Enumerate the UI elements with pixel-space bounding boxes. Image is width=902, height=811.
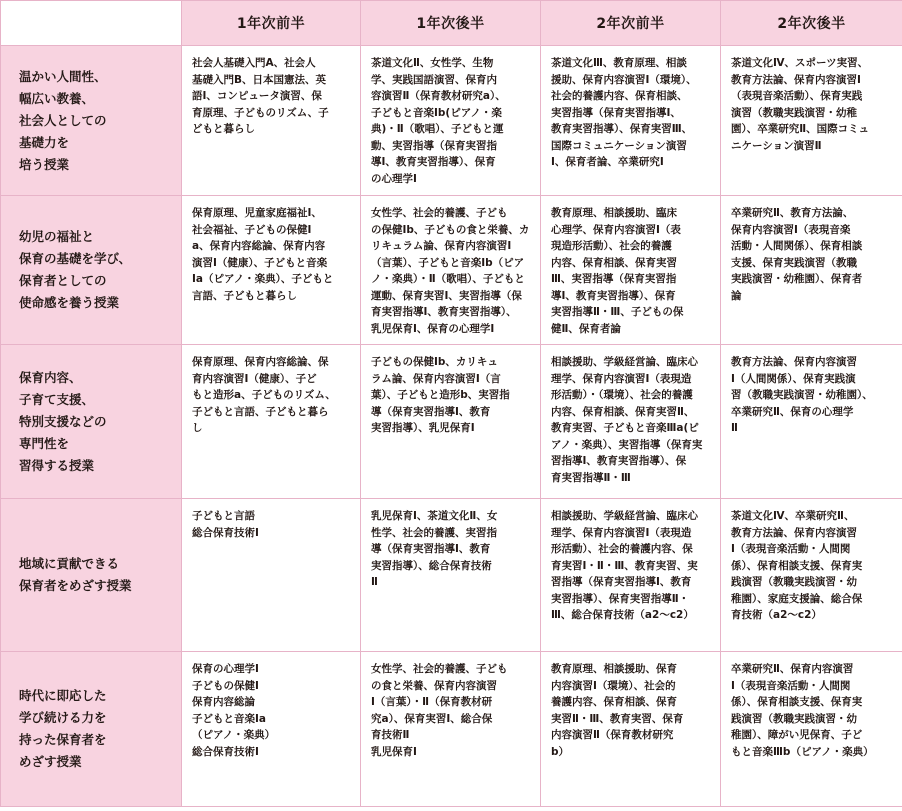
course-list-cell: 教育原理、相談援助、臨床 心理学、保育内容演習Ⅰ（表 現造形活動）、社会的養護 内容、保育相談、保育実習 Ⅲ、実習指導（保育実習指 導Ⅰ、教育実習指導）、保育 実習指導Ⅱ・Ⅲ、子どもの保 健Ⅱ、保育者論 xyxy=(541,196,721,345)
header-row xyxy=(1,1,902,46)
course-list-cell: 卒業研究Ⅱ、保育内容演習 Ⅰ（表現音楽活動・人間関 係）、保育相談支援、保育実 践演習（教職実践演習・幼 稚園）、障がい児保育、子ど もと音楽Ⅲb（ピアノ・楽典） xyxy=(721,652,902,807)
course-list-cell: 卒業研究Ⅱ、教育方法論、 保育内容演習Ⅰ（表現音楽 活動・人間関係）、保育相談 支援、保育実践演習（教職 実践演習・幼稚園）、保育者 論 xyxy=(721,196,902,345)
course-list-cell: 茶道文化Ⅳ、卒業研究Ⅱ、 教育方法論、保育内容演習 Ⅰ（表現音楽活動・人間関 係）、保育相談支援、保育実 践演習（教職実践演習・幼 稚園）、家庭支援論、総合保 育技術（a2〜c2） xyxy=(721,499,902,652)
course-list-cell: 乳児保育Ⅰ、茶道文化Ⅱ、女 性学、社会的養護、実習指 導（保育実習指導Ⅰ、教育 実習指導）、総合保育技術 Ⅱ xyxy=(361,499,541,652)
table-row xyxy=(1,196,902,345)
goal-label: 温かい人間性、 幅広い教養、 社会人としての 基礎力を 培う授業 xyxy=(1,46,182,196)
course-list-cell: 子どもの保健Ⅰb、カリキュ ラム論、保育内容演習Ⅰ（言 葉）、子どもと造形b、実習指 導（保育実習指導Ⅰ、教育 実習指導）、乳児保育Ⅰ xyxy=(361,345,541,499)
course-list-cell: 保育原理、保育内容総論、保 育内容演習Ⅰ（健康）、子ど もと造形a、子どものリズム、 子どもと言語、子どもと暮ら し xyxy=(182,345,361,499)
goal-label: 幼児の福祉と 保育の基礎を学び、 保育者としての 使命感を養う授業 xyxy=(1,196,182,345)
semester-header-4: 2年次後半 xyxy=(721,1,902,46)
course-list-cell: 女性学、社会的養護、子ども の食と栄養、保育内容演習 Ⅰ（言葉）・Ⅱ（保育教材研 究a）、保育実習Ⅰ、総合保 育技術Ⅱ 乳児保育Ⅰ xyxy=(361,652,541,807)
goal-label: 地域に貢献できる 保育者をめざす授業 xyxy=(1,499,182,652)
course-list-cell: 保育原理、児童家庭福祉Ⅰ、 社会福祉、子どもの保健Ⅰ a、保育内容総論、保育内容 演習Ⅰ（健康）、子どもと音楽 Ⅰa（ピアノ・楽典）、子どもと 言語、子どもと暮らし xyxy=(182,196,361,345)
header-corner-cell xyxy=(1,1,182,46)
course-list-cell: 女性学、社会的養護、子ども の保健Ⅰb、子どもの食と栄養、カ リキュラム論、保育内容演習Ⅰ （言葉）、子どもと音楽Ⅰb（ピア ノ・楽典）・Ⅱ（歌唱）、子どもと 運動、保育実習Ⅰ、実習指導（保 育実習指導Ⅰ、教育実習指導）、 乳児保育Ⅰ、保育の心理学Ⅰ xyxy=(361,196,541,345)
table-row xyxy=(1,345,902,499)
semester-header-2: 1年次後半 xyxy=(361,1,541,46)
semester-header-1: 1年次前半 xyxy=(182,1,361,46)
semester-header-3: 2年次前半 xyxy=(541,1,721,46)
course-list-cell: 教育方法論、保育内容演習 Ⅰ（人間関係）、保育実践演 習（教職実践演習・幼稚園）、 卒業研究Ⅱ、保育の心理学 Ⅱ xyxy=(721,345,902,499)
course-list-cell: 茶道文化Ⅳ、スポーツ実習、 教育方法論、保育内容演習Ⅰ （表現音楽活動）、保育実践 演習（教職実践演習・幼稚 園）、卒業研究Ⅱ、国際コミュ ニケーション演習Ⅱ xyxy=(721,46,902,196)
course-list-cell: 子どもと言語 総合保育技術Ⅰ xyxy=(182,499,361,652)
table-row xyxy=(1,499,902,652)
course-list-cell: 保育の心理学Ⅰ 子どもの保健Ⅰ 保育内容総論 子どもと音楽Ⅰa （ピアノ・楽典） 総合保育技術Ⅰ xyxy=(182,652,361,807)
table-row xyxy=(1,652,902,807)
table-row xyxy=(1,46,902,196)
course-list-cell: 教育原理、相談援助、保育 内容演習Ⅰ（環境）、社会的 養護内容、保育相談、保育 実習Ⅱ・Ⅲ、教育実習、保育 内容演習Ⅱ（保育教材研究 b） xyxy=(541,652,721,807)
course-list-cell: 茶道文化Ⅲ、教育原理、相談 援助、保育内容演習Ⅰ（環境）、 社会的養護内容、保育相談、 実習指導（保育実習指導Ⅰ、 教育実習指導）、保育実習Ⅲ、 国際コミュニケーション演習 Ⅰ、保育者論、卒業研究Ⅰ xyxy=(541,46,721,196)
goal-label: 保育内容、 子育て支援、 特別支援などの 専門性を 習得する授業 xyxy=(1,345,182,499)
goal-label: 時代に即応した 学び続ける力を 持った保育者を めざす授業 xyxy=(1,652,182,807)
course-list-cell: 社会人基礎入門A、社会人 基礎入門B、日本国憲法、英 語Ⅰ、コンピュータ演習、保 育原理、子どものリズム、子 どもと暮らし xyxy=(182,46,361,196)
course-list-cell: 相談援助、学級経営論、臨床心 理学、保育内容演習Ⅰ（表現造 形活動）・（環境）、社会的養護 内容、保育相談、保育実習Ⅱ、 教育実習、子どもと音楽Ⅲa(ピ アノ・楽典）、実習指導（保育実 習指導Ⅰ、教育実習指導）、保 育実習指導Ⅱ・Ⅲ xyxy=(541,345,721,499)
course-list-cell: 茶道文化Ⅱ、女性学、生物 学、実践国語演習、保育内 容演習Ⅱ（保育教材研究a）、 子どもと音楽Ⅰb(ピアノ・楽 典)・Ⅱ（歌唱）、子どもと運 動、実習指導（保育実習指 導Ⅰ、教育実習指導）、保育 の心理学Ⅰ xyxy=(361,46,541,196)
course-list-cell: 相談援助、学級経営論、臨床心 理学、保育内容演習Ⅰ（表現造 形活動）、社会的養護内容、保 育実習Ⅰ・Ⅱ・Ⅲ、教育実習、実 習指導（保育実習指導Ⅰ、教育 実習指導）、保育実習指導Ⅱ・ Ⅲ、総合保育技術（a2〜c2） xyxy=(541,499,721,652)
